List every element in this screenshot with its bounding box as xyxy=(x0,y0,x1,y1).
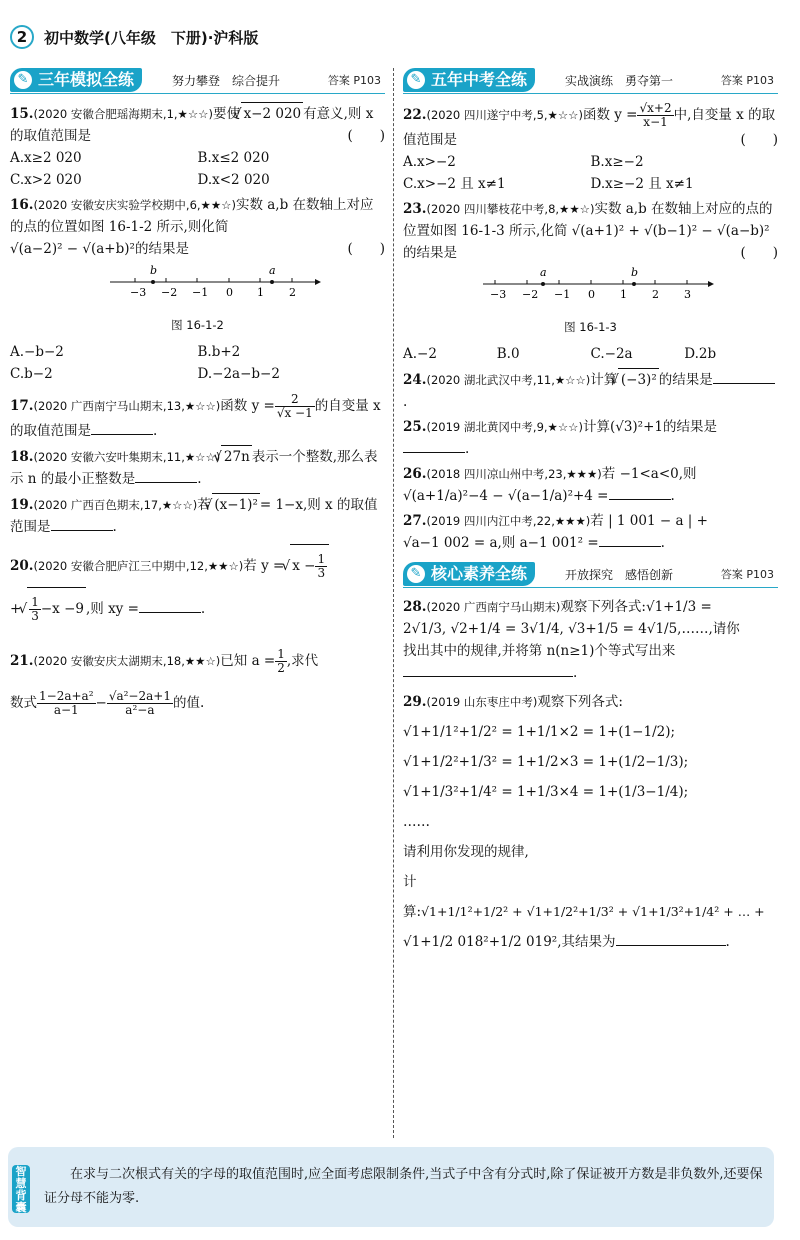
answer-blank xyxy=(403,439,465,453)
question-22: 22.(2020 四川遂宁中考,5,★☆☆)函数 y = $\frac{√x+2}{x-1}$ 中,自变量 x 的取值范围是 ( ) A.x>−2 B.x≥−2 C.x>−2 且 x≠1 D.x≥−2 且 x≠1 xyxy=(403,102,778,195)
section-title: ✎ 核心素养全练 xyxy=(403,562,535,586)
question-27: 27.(2019 四川内江中考,22,★★★)若 | 1 001 − a | + √a−1 002 = a,则 a−1 001² = . xyxy=(403,513,708,551)
pen-icon: ✎ xyxy=(407,71,425,89)
tick-label: −1 xyxy=(554,288,571,301)
question-20: 20.(2020 安徽合肥庐江三中期中,12,★★☆)若 y = √ x − $\frac{1}{3}$ + √ $\frac{1}{3}$ −x −9 ,则 xy = . xyxy=(10,544,385,630)
options: A.x≥2 020 B.x≤2 020 C.x>2 020 D.x<2 020 xyxy=(10,150,270,188)
point-a-label: a xyxy=(269,264,276,277)
book-title: 初中数学(八年级 下册)·沪科版 xyxy=(44,29,259,47)
section-header-right-bottom xyxy=(403,562,778,588)
page-number: 2 xyxy=(10,25,34,49)
point-b xyxy=(632,282,636,286)
tick-label: −1 xyxy=(192,286,209,299)
question-19: 19.(2020 广西百色期末,17,★☆☆)若√ (x−1)² = 1−x,则 x 的取值范围是 . xyxy=(10,493,385,538)
question-29: 29.(2019 山东枣庄中考)观察下列各式: √1+1/1²+1/2² = 1+1/1×2 = 1+(1−1/2); √1+1/2²+1/3² = 1+1/2×3 = 1+(1/2−1/3); √1+1/3²+1/4² = 1+1/3×4 = 1+(1/3−1/4); …… 请利用你发现的规律, 计算:√1+1/1²+1/2² + √1+1/2²+1/3² + √1+1/3²+1/4² + … + √1+1/2 018²+1/2 019²,其结果为 . xyxy=(403,694,765,950)
tick-label: 2 xyxy=(289,286,296,299)
point-a-label: a xyxy=(540,266,547,279)
tick-label: 3 xyxy=(684,288,691,301)
axis-ticks xyxy=(490,280,691,301)
question-25: 25.(2019 湖北黄冈中考,9,★☆☆)计算(√3)²+1的结果是. xyxy=(403,419,717,457)
left-column xyxy=(10,68,385,727)
column-divider xyxy=(393,68,394,1138)
question-28: 28.(2020 广西南宁马山期末)观察下列各式:√1+1/3 = 2√1/3, √2+1/4 = 3√1/4, √3+1/5 = 4√1/5,……,请你 找出其中的规律,并将第 n(n≥1)个等式写出来 . xyxy=(403,599,740,681)
answer-blank xyxy=(609,486,671,500)
tick-label: 1 xyxy=(257,286,264,299)
figure-caption: 图 16-1-3 xyxy=(564,320,617,334)
pen-icon: ✎ xyxy=(14,71,32,89)
tip-tag: 智慧背囊 xyxy=(12,1165,30,1213)
question-18: 18.(2020 安徽六安叶集期末,11,★☆☆)√ 27n 表示一个整数,那么表示 n 的最小正整数是 . xyxy=(10,445,385,490)
answer-blank xyxy=(51,517,113,531)
answer-blank xyxy=(135,469,197,483)
point-b-label: b xyxy=(631,266,639,279)
question-23: 23.(2020 四川攀枝花中考,8,★★☆)实数 a,b 在数轴上对应的点的位置如图 16-1-3 所示,化简 √(a+1)² + √(b−1)² − √(a−b)²的结果是 ( ) −3 −2 −1 0 1 2 3 a b 图 16-1-3 A.−2 B.0 C.−2a D.2b xyxy=(403,198,778,365)
answer-blank xyxy=(139,599,201,613)
answer-ref: 答案 P103 xyxy=(327,74,381,87)
question-16: 16.(2020 安徽安庆实验学校期中,6,★★☆)实数 a,b 在数轴上对应的点的位置如图 16-1-2 所示,则化简 √(a−2)² − √(a+b)²的结果是 ( ) −3 −2 −1 0 1 2 b a 图 16-1-2 A.−b−2 B.b+2 C.b−2 D.−2a−b−2 xyxy=(10,194,385,385)
answer-blank xyxy=(91,421,153,435)
answer-blank xyxy=(713,370,775,384)
answer-ref: 答案 P103 xyxy=(720,74,774,87)
number-line-figure xyxy=(10,260,385,302)
section-subtitle: 实战演练 勇夺第一 xyxy=(565,74,674,88)
tick-label: −2 xyxy=(522,288,539,301)
question-21: 21.(2020 安徽安庆太湖期末,18,★★☆)已知 a = $\frac{1}{2}$ ,求代 数式 $\frac{\text{1−2a+a²}}{a-1}$ − $\frac{\text{√a²−2a+1}}{\text{a²−a}}$ 的值. xyxy=(10,647,319,717)
point-a xyxy=(270,280,274,284)
tick-label: 1 xyxy=(620,288,627,301)
answer-blank xyxy=(616,932,726,946)
section-subtitle: 努力攀登 综合提升 xyxy=(172,74,281,88)
section-subtitle: 开放探究 感悟创新 xyxy=(565,568,674,582)
point-b xyxy=(151,280,155,284)
tick-label: 0 xyxy=(226,286,233,299)
options: A.x>−2 B.x≥−2 C.x>−2 且 x≠1 D.x≥−2 且 x≠1 xyxy=(403,154,694,192)
answer-blank xyxy=(403,663,573,677)
figure-caption: 图 16-1-2 xyxy=(171,318,224,332)
question-26: 26.(2018 四川凉山州中考,23,★★★)若 −1<a<0,则 √(a+1/a)²−4 − √(a−1/a)²+4 = . xyxy=(403,466,697,504)
pattern-line: √1+1/2²+1/3² = 1+1/2×3 = 1+(1/2−1/3); xyxy=(403,754,689,770)
answer-blank xyxy=(599,533,661,547)
tick-label: −2 xyxy=(161,286,178,299)
tick-label: 2 xyxy=(652,288,659,301)
question-17: 17.(2020 广西南宁马山期末,13,★☆☆)函数 y = $\frac{2}{√x -1}$ 的自变量 x 的取值范围是 . xyxy=(10,392,381,439)
page-header xyxy=(0,0,800,48)
section-title: ✎ 五年中考全练 xyxy=(403,68,535,92)
section-header-right-top xyxy=(403,68,778,94)
number-line-figure xyxy=(403,264,778,304)
question-24: 24.(2020 湖北武汉中考,11,★☆☆)计算√ (−3)² 的结果是. xyxy=(403,368,778,413)
section-header-left xyxy=(10,68,385,94)
point-a xyxy=(541,282,545,286)
pen-icon: ✎ xyxy=(407,565,425,583)
answer-ref: 答案 P103 xyxy=(720,568,774,581)
options: A.−b−2 B.b+2 C.b−2 D.−2a−b−2 xyxy=(10,344,280,382)
right-column xyxy=(403,68,778,960)
tip-text: 在求与二次根式有关的字母的取值范围时,应全面考虑限制条件,当式子中含有分式时,除了保证被开方数是非负数外,还要保证分母不能为零. xyxy=(44,1167,763,1206)
tick-label: 0 xyxy=(588,288,595,301)
section-title: ✎ 三年模拟全练 xyxy=(10,68,142,92)
options: A.−2 B.0 C.−2a D.2b xyxy=(403,346,717,362)
tick-label: −3 xyxy=(130,286,147,299)
pattern-line: √1+1/3²+1/4² = 1+1/3×4 = 1+(1/3−1/4); xyxy=(403,784,689,800)
tick-label: −3 xyxy=(490,288,507,301)
pattern-line: √1+1/1²+1/2² = 1+1/1×2 = 1+(1−1/2); xyxy=(403,724,676,740)
point-b-label: b xyxy=(150,264,158,277)
tip-footer xyxy=(8,1147,774,1227)
question-15: 15.(2020 安徽合肥瑶海期末,1,★☆☆)要使√ x−2 020 有意义,则 x 的取值范围是 ( ) A.x≥2 020 B.x≤2 020 C.x>2 020 D.x<2 020 xyxy=(10,102,385,191)
